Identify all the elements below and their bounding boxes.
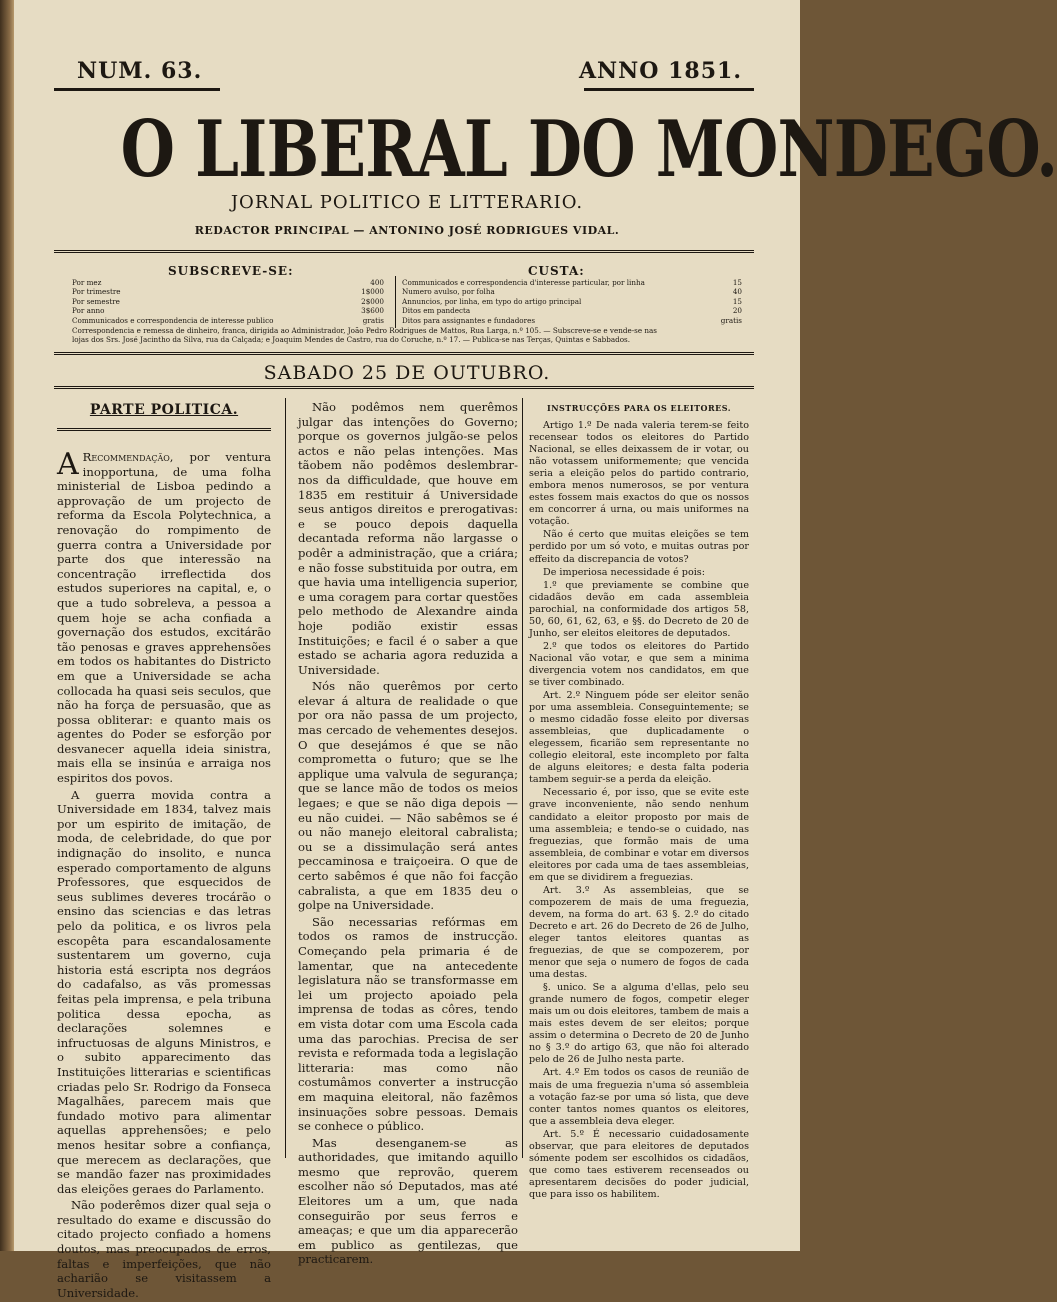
instruction-paragraph: Necessario é, por isso, que se evite este grave inconveniente, não sendo nenhum candidato a eleitor proposto por mais de uma assembleia; e tendo-se o cuidado, nas freguezias, que formão mais de uma assembleia, de combinar e votar em diversos eleitores por cada uma de taes assembleias, em que se dividirem a freguezias. (529, 787, 749, 883)
instruction-paragraph: §. unico. Se a alguma d'ellas, pelo seu grande numero de fogos, competir eleger mais um ou dois eleitores, tambem de mais a mais estes devem de ser eleitos; porque assim o determina o Decreto de 20 de Junho no § 3.º do artigo 63, que não foi alterado pelo de 26 de Julho nesta parte. (529, 982, 749, 1066)
instruction-paragraph: Art. 4.º Em todos os casos de reunião de mais de uma freguezia n'uma só assembleia a votação faz-se por uma só lista, que deve conter tantos nomes quantos os eleitores, que a assembleia deva eleger. (529, 1067, 749, 1127)
row-value: 15 (732, 296, 742, 306)
instruction-paragraph: Artigo 1.º De nada valeria terem-se feito recensear todos os eleitores do Partido Nacional, se elles deixassem de ir votar, ou não votassem uniformemente; que vencida seria a eleição pelos do partido contrario, embora menos numerosos, se por ventura estes fossem mais exactos do que os nossos em concorrer á urna, ou mais uniformes na votação. (529, 420, 749, 528)
row-label: Annuncios, por linha, em typo do artigo principal (402, 296, 582, 306)
subscription-row (402, 278, 742, 287)
row-label: Numero avulso, por folha (402, 287, 495, 297)
row-value: 400 (370, 278, 384, 287)
newspaper-page (14, 0, 1057, 1300)
row-label: Ditos para assignantes e fundadores (402, 315, 536, 325)
issue-number-rule (54, 88, 220, 91)
row-label: Communicados e correspondencia d'interesse particular, por linha (402, 278, 645, 287)
row-value: 15 (732, 278, 742, 287)
column-rule-1 (285, 398, 286, 1158)
row-value: 1$000 (361, 287, 384, 297)
subscription-column-rule (395, 276, 396, 328)
date-rule-top (54, 352, 754, 355)
subscription-row (72, 287, 384, 296)
article-paragraph: Não poderêmos dizer qual seja o resultado do exame e discussão do citado projecto confiado a homens doutos, mas preocupados de erros, faltas e imperfeições, que não acharião se visitassem a Universidade. (57, 1198, 271, 1300)
instruction-paragraph: De imperiosa necessidade é pois: (543, 566, 705, 578)
instruction-paragraph: Não é certo que muitas eleições se tem perdido por um só voto, e muitas outras por effeito da discrepancia de votos? (529, 529, 749, 565)
subscription-note-1: Correspondencia e remessa de dinheiro, franca, dirigida ao Administrador, João Pedro Rodrigues de Mattos, Rua Larga, n.º 105. — Subscreve-se e vende-se nas (72, 326, 657, 335)
instructions-column (529, 420, 749, 1202)
instructions-heading: INSTRUCÇÕES PARA OS ELEITORES. (546, 403, 732, 413)
newspaper-subtitle: JORNAL POLITICO E LITTERARIO. (230, 192, 584, 213)
issue-year: ANNO 1851. (578, 58, 742, 84)
subscription-note-2: lojas dos Srs. José Jacintho da Silva, rua da Calçada; e Joaquim Mendes de Castro, rua do Coruche, n.º 17. — Publica-se nas Terças, Quintas e Sabbados. (72, 335, 631, 344)
instruction-paragraph: Art. 3.º As assembleias, que se compozerem de mais de uma freguezia, devem, na forma do art. 63 §. 2.º do citado Decreto e art. 26 do Decreto de 26 de Julho, eleger tantos eleitores quantas as freguezias, de que se compozerem, por menor que seja o numero de fogos de cada uma destas. (529, 884, 749, 981)
drop-cap: A (57, 447, 79, 482)
row-value: 40 (732, 287, 742, 297)
section-heading-parte-politica: PARTE POLITICA. (89, 402, 239, 418)
instruction-paragraph: Art. 5.º É necessario cuidadosamente observar, que para eleitores de deputados sómente podem ser escolhidos os cidadãos, que como taes estiverem recenseados ou apresentarem decisões do poder judicial, que para isso os habilitem. (529, 1128, 749, 1200)
row-value: 3$600 (361, 306, 384, 316)
subscription-row (72, 297, 384, 306)
date-rule-bottom (54, 386, 754, 389)
row-value: gratis (720, 315, 742, 325)
row-value: gratis (362, 315, 384, 325)
issue-year-rule (584, 88, 754, 91)
issue-date: SABADO 25 DE OUTUBRO. (263, 362, 551, 384)
instruction-paragraph: Art. 2.º Ninguem póde ser eleitor senão por uma assembleia. Conseguintemente; se o mesmo cidadão fosse eleito por diversas assembleias, que duplicadamente o elegessem, ficarião sem representante no collegio eleitoral, este incompleto por falta de alguns eleitores; e desta falta poderia tambem seguir-se a perda da eleição. (529, 690, 749, 786)
row-value: 20 (732, 306, 742, 316)
article-paragraph: Não podêmos nem querêmos julgar das intenções do Governo; porque os governos julgão-se pelos actos e não pelas intenções. Mas tãobem não podêmos deslembrar-nos da difficuldade, que houve em 1835 em restituir á Universidade seus antigos direitos e prerogativas: e se pouco depois daquella decantada reforma não largasse o podêr a administração, que a criára; e não fosse substituida por outra, em que havia uma intelligencia superior, e uma coragem para cortar questões pelo methodo de Alexandre ainda hoje podião existir essas Instituições; e facil é o saber a que estado se acharia agora reduzida a Universidade. (298, 400, 518, 677)
column-rule-2 (522, 398, 523, 1158)
subscription-row (402, 306, 742, 315)
row-label: Por trimestre (72, 287, 121, 297)
subscription-row (402, 287, 742, 296)
row-label: Communicados e correspondencia de interesse publico (72, 315, 274, 325)
instruction-paragraph: 1.º que previamente se combine que cidadãos devão em cada assembleia parochial, na conformidade dos artigos 58, 50, 60, 61, 62, 63, e §§. do Decreto de 20 de Junho, ser eleitos eleitores de deputados. (529, 579, 749, 639)
editor-line: REDACTOR PRINCIPAL — ANTONINO JOSÉ RODRIGUES VIDAL. (194, 224, 620, 237)
subscription-row (72, 316, 384, 325)
article-paragraph: Nós não querêmos por certo elevar á altura de realidade o que por ora não passa de um projecto, mas cercado de vehementes desejos. O que desejámos é que se não comprometta o futuro; que se lhe applique uma valvula de segurança; que se lance mão de todos os meios legaes; e que se não diga depois — eu não cuidei. — Não sabêmos se é ou não manejo eleitoral cabralista; ou se a dissimulação será antes peccaminosa e traiçoeira. O que de certo sabêmos é que não foi facção cabralista, a que em 1835 deu o golpe na Universidade. (298, 679, 518, 913)
subscription-row (402, 297, 742, 306)
issue-number: NUM. 63. (77, 58, 203, 84)
subscription-heading: SUBSCREVE-SE: (168, 264, 294, 278)
row-label: Por semestre (72, 296, 120, 306)
instruction-paragraph: 2.º que todos os eleitores do Partido Nacional vão votar, e que sem a minima divergencia votem nos candidatos, em que se tiver combinado. (529, 640, 749, 688)
page-binding-edge (0, 0, 14, 1251)
article-column-2 (298, 400, 518, 1269)
article-paragraph: Mas desenganem-se as authoridades, que imitando aquillo mesmo que reprovão, querem escolher não só Deputados, mas até Eleitores um a um, que nada conseguirão por seus ferros e ameaças; e que um dia apparecerão em publico as gentilezas, que practicarem. (298, 1135, 518, 1267)
subscription-row (402, 316, 742, 325)
lead-word: Recommendação, (82, 450, 174, 464)
row-value: 2$000 (361, 296, 384, 306)
row-label: Por anno (72, 306, 105, 316)
article-column-1 (57, 447, 272, 1302)
article-paragraph: por ventura inopportuna, de uma folha ministerial de Lisboa pedindo a approvação de um projecto de reforma da Escola Polytechnica, a renovação do rompimento de guerra contra a Universidade por parte dos que interessão na concentração irreflectida dos estudos superiores na capital, e, o que a tudo sobreleva, a pessoa a quem hoje se acha confiada a governação dos estudos, excitárão tão penosas e graves apprehensões em todos os habitantes do Districto em que a Universidade se acha collocada ha quasi seis seculos, que não ha força de persuasão, que as possa obliterar: e quanto mais os agentes do Poder se esforção por desvanecer aquella ideia sinistra, mais ella se insinúa e arraiga nos espiritos dos povos. (57, 450, 272, 786)
newspaper-title: O LIBERAL DO MONDEGO. (120, 104, 1057, 195)
masthead-divider (54, 250, 754, 253)
row-label: Ditos em pandecta (402, 306, 471, 316)
cost-heading: CUSTA: (528, 264, 585, 278)
article-paragraph: A guerra movida contra a Universidade em 1834, talvez mais por um espirito de imitação, de moda, de celebridade, do que por indignação do insolito, e nunca esperado comportamento de alguns Professores, que esquecidos de seus sublimes deveres trocárão o ensino das sciencias e das letras pelo da politica, e os livros pela escopêta para escandalosamente sustentarem um governo, cuja historia está escripta nos degráos do cadafalso, as vãs promessas feitas pela imprensa, e pela tribuna politica dessa epocha, as declarações solemnes e infructuosas de alguns Ministros, e o subito apparecimento das Instituições litterarias e scientificas criadas pelo Sr. Rodrigo da Fonseca Magalhães, parecem mais que fundado motivo para alimentar aquellas apprehensões; e pelo menos hesitar sobre a confiança, que merecem as declarações, que se mandão fazer nas proximidades das eleições geraes do Parlamento. (57, 787, 271, 1196)
section-heading-rule (57, 428, 271, 431)
subscription-row (72, 306, 384, 315)
subscription-row (72, 278, 384, 287)
row-label: Por mez (72, 278, 102, 287)
article-paragraph: São necessarias refórmas em todos os ramos de instrucção. Começando pela primaria é de lamentar, que na antecedente legislatura não se transformasse em lei um projecto apoiado pela imprensa de todas as côres, tendo em vista dotar com uma Escola cada uma das parochias. Precisa de ser revista e reformada toda a legislação litteraria: mas como não costumâmos converter a instrucção em maquina eleitoral, não fazêmos insinuações sobre pessoas. Demais se conhece o público. (298, 914, 518, 1134)
